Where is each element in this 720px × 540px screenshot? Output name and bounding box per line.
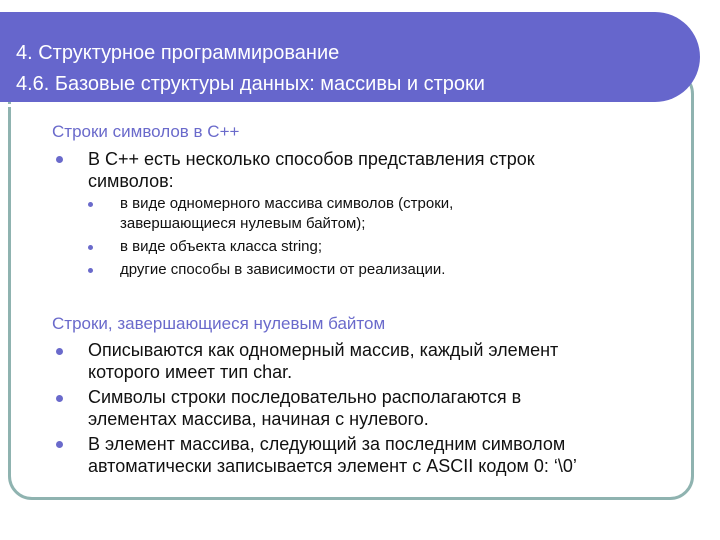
sub-list-item-text: в виде одномерного массива символов (строки, [120,195,454,212]
bullet-icon [56,441,63,448]
bullet-icon [56,395,63,402]
slide-title-line-2: 4.6. Базовые структуры данных: массивы и строки [16,73,485,95]
sub-bullet-icon [88,245,93,250]
list-item-text: В С++ есть несколько способов представления строк [88,149,535,169]
sub-bullet-icon [88,268,93,273]
bullet-icon [56,348,63,355]
bullet-icon [56,156,63,163]
section-heading-cpp-strings: Строки символов в С++ [52,122,240,141]
list-item-text: Символы строки последовательно располагаются в [88,387,522,407]
list-item-text: автоматически записывается элемент с ASCII кодом 0: ‘\0’ [88,456,577,476]
sub-list-item-text: в виде объекта класса string; [120,238,323,255]
list-item-text: элементах массива, начиная с нулевого. [88,409,429,429]
list-item-text: Описываются как одномерный массив, каждый элемент [88,340,559,360]
list-item-text: которого имеет тип char. [88,362,293,382]
list-item-text: символов: [88,171,174,191]
slide-title-line-1: 4. Структурное программирование [16,42,340,64]
sub-list-item-text: завершающиеся нулевым байтом); [120,215,366,232]
sub-list-item-text: другие способы в зависимости от реализации. [120,261,446,278]
section-heading-null-terminated: Строки, завершающиеся нулевым байтом [52,314,386,333]
list-item-text: В элемент массива, следующий за последним символом [88,434,566,454]
sub-bullet-icon [88,202,93,207]
